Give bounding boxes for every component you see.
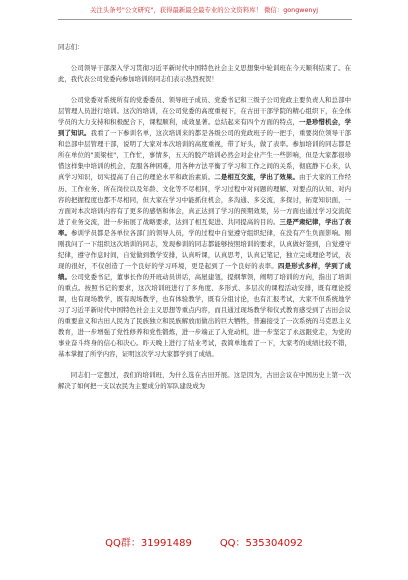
- header-divider: [58, 19, 352, 20]
- speech-document: [58, 42, 351, 392]
- qq-group-contact: QQ群：31991489: [105, 538, 192, 549]
- paragraph-text: 同志们一定想过，我们的培训班，为什么选在古田开展。这是因为，古田会议在中国历史上第一次解决了如何把一支以农民为主要成分的军队建设成为: [58, 371, 351, 391]
- key-point-heading: 一是珍惜机会，学到了知识。: [58, 118, 352, 138]
- key-point-heading: 三是严肃纪律，学出了表率。: [58, 217, 352, 237]
- body-paragraph: [58, 95, 351, 360]
- paragraph-text: 公司党委书记，董事长作的开班动员讲话，高屋建瓴，提纲挈领，阐明了培训的方向，指出了培训的重点。按照书记的要求，这次培训班进行了多角度、多形式、多层次的课程活动安排，既有理论授课，也有现场教学，既有现场教学，也有体验教学，既有分组讨论，也有汇报考试，大家不但系统地学习了习近平新时代中国特色社会主义思想等重点内容，而且通过现场教学和仪式教育感受到了古田会议的重要意义和古田人民为了民族独立和民族解放而做出的巨大牺牲，普遍接受了一次系统的马克思主义教育，进一步增强了党性修养和党性锻炼，进一步端正了入党动机，进一步坚定了永远跟党走，为党的事业奋斗终身的信心和决心。昨天晚上进行了结业考试，我简单地看了一下，大家考的成绩比较不错，基本掌握了所学内容，证明这次学习大家都学到了成绩。: [58, 272, 352, 359]
- paragraph-text: 参训学员都是各单位各部门的领导人员，学的过程中自觉遵守组织纪律，在没有产生负面影响。刚刚我问了一下组织这次培训的同志，发现参训的同志都能够按照培训的要求，认真做好签到，自觉遵守纪律，遵守作息时间，自觉做到教学安排，认真听课，认真思考，认真记笔记，独立完成理论考试，表现的很好，不仅创造了一个良好的学习环境，更是起到了一个良好的表率。: [58, 228, 352, 270]
- page-footer: [0, 537, 408, 551]
- key-point-heading: 四是形式多样，学到了成绩。: [58, 261, 352, 281]
- paragraph-text: 我看了一下参训名单，这次培训来的都是各级公司的党政班子的一把手，重要岗位领导干部和总部中层管理干部，说明了大家对本次培训的高度重视，带了好头，做了表率。参加培训的同志都是所在单位的"顶梁柱"，工作忙，事情多，五天的脱产培训必然会对企业产生一些影响，但是大家都很珍惜这样集中培训的机会，克服各种困难，用各种方法平衡了学习和工作之间的关系，彻底静下心来，认真学习知识，切实提高了自己的理论水平和政治素质。: [58, 129, 352, 182]
- key-point-heading: 二是相互交流，学出了效果。: [214, 173, 300, 182]
- body-paragraph: [58, 63, 351, 85]
- paragraph-text: 公司领导干部深入学习贯彻习近平新时代中国特色社会主义思想集中轮训班在今天顺利结束了。在此，我代表公司党委向参加培训的同志们表示热烈祝贺！: [58, 64, 351, 84]
- speech-body: [58, 63, 351, 392]
- top-banner: 关注头条号"公文研究"，获得最新最全最专业的公文资料库！ 微信：gongwenyj: [89, 6, 319, 14]
- greeting: 同志们：: [58, 43, 84, 51]
- body-paragraph: [58, 370, 351, 392]
- paragraph-text: 公司党委对系统所有的党委委员、领导班子成员、党委书记和三级子公司党政主要负责人和总部中层管理人员进行培训。这次的培训，在公司党委的高度重视下，在古田干部学院的精心组织下，在全体学员的大力支持和积极配合下，课程顺利，成效显著。总结起来有四个方面的特点，: [58, 96, 351, 127]
- qq-contact: QQ：535304092: [219, 538, 303, 549]
- paragraph-text: 由于大家的工作经历、工作业务、所在岗位以及年龄、文化等不尽相同，学习过程中对问题的理解、对要点的认知、对内容的把握程度也都不尽相同，但大家在学习中能抓住机会，多沟通、多交流，多探讨，拓宽知识面，一方面对本次培训内容有了更多的感悟和体会，真正达到了学习的预期效果，另一方面也通过学习交流促进了业务交流，进一步拓展了战略要求，达到了相互促进、共同提高的目的。: [58, 173, 352, 226]
